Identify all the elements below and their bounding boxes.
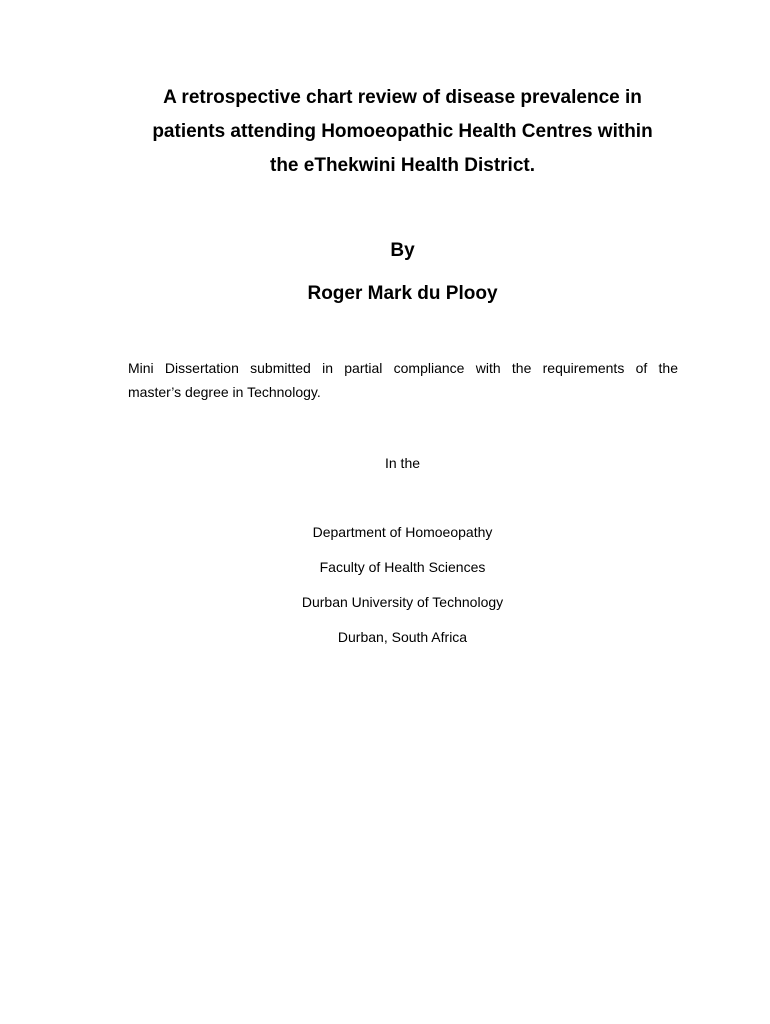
statement-line: Mini Dissertation submitted in partial compliance with the requirements of the <box>128 360 678 376</box>
location-name: Durban, South Africa <box>337 629 468 645</box>
title-line: patients attending Homoeopathic Health Centres within <box>152 121 653 142</box>
faculty-name: Faculty of Health Sciences <box>319 559 486 575</box>
submission-statement <box>128 356 678 404</box>
dissertation-title <box>100 81 705 183</box>
university-name: Durban University of Technology <box>301 594 504 610</box>
by-label: By <box>390 240 415 261</box>
author-name: Roger Mark du Plooy <box>307 283 498 304</box>
title-line: the eThekwini Health District. <box>270 155 535 176</box>
department-name: Department of Homoeopathy <box>312 524 493 540</box>
title-line: A retrospective chart review of disease prevalence in <box>163 87 642 108</box>
statement-line: master’s degree in Technology. <box>128 384 321 400</box>
in-the-label: In the <box>384 455 421 471</box>
